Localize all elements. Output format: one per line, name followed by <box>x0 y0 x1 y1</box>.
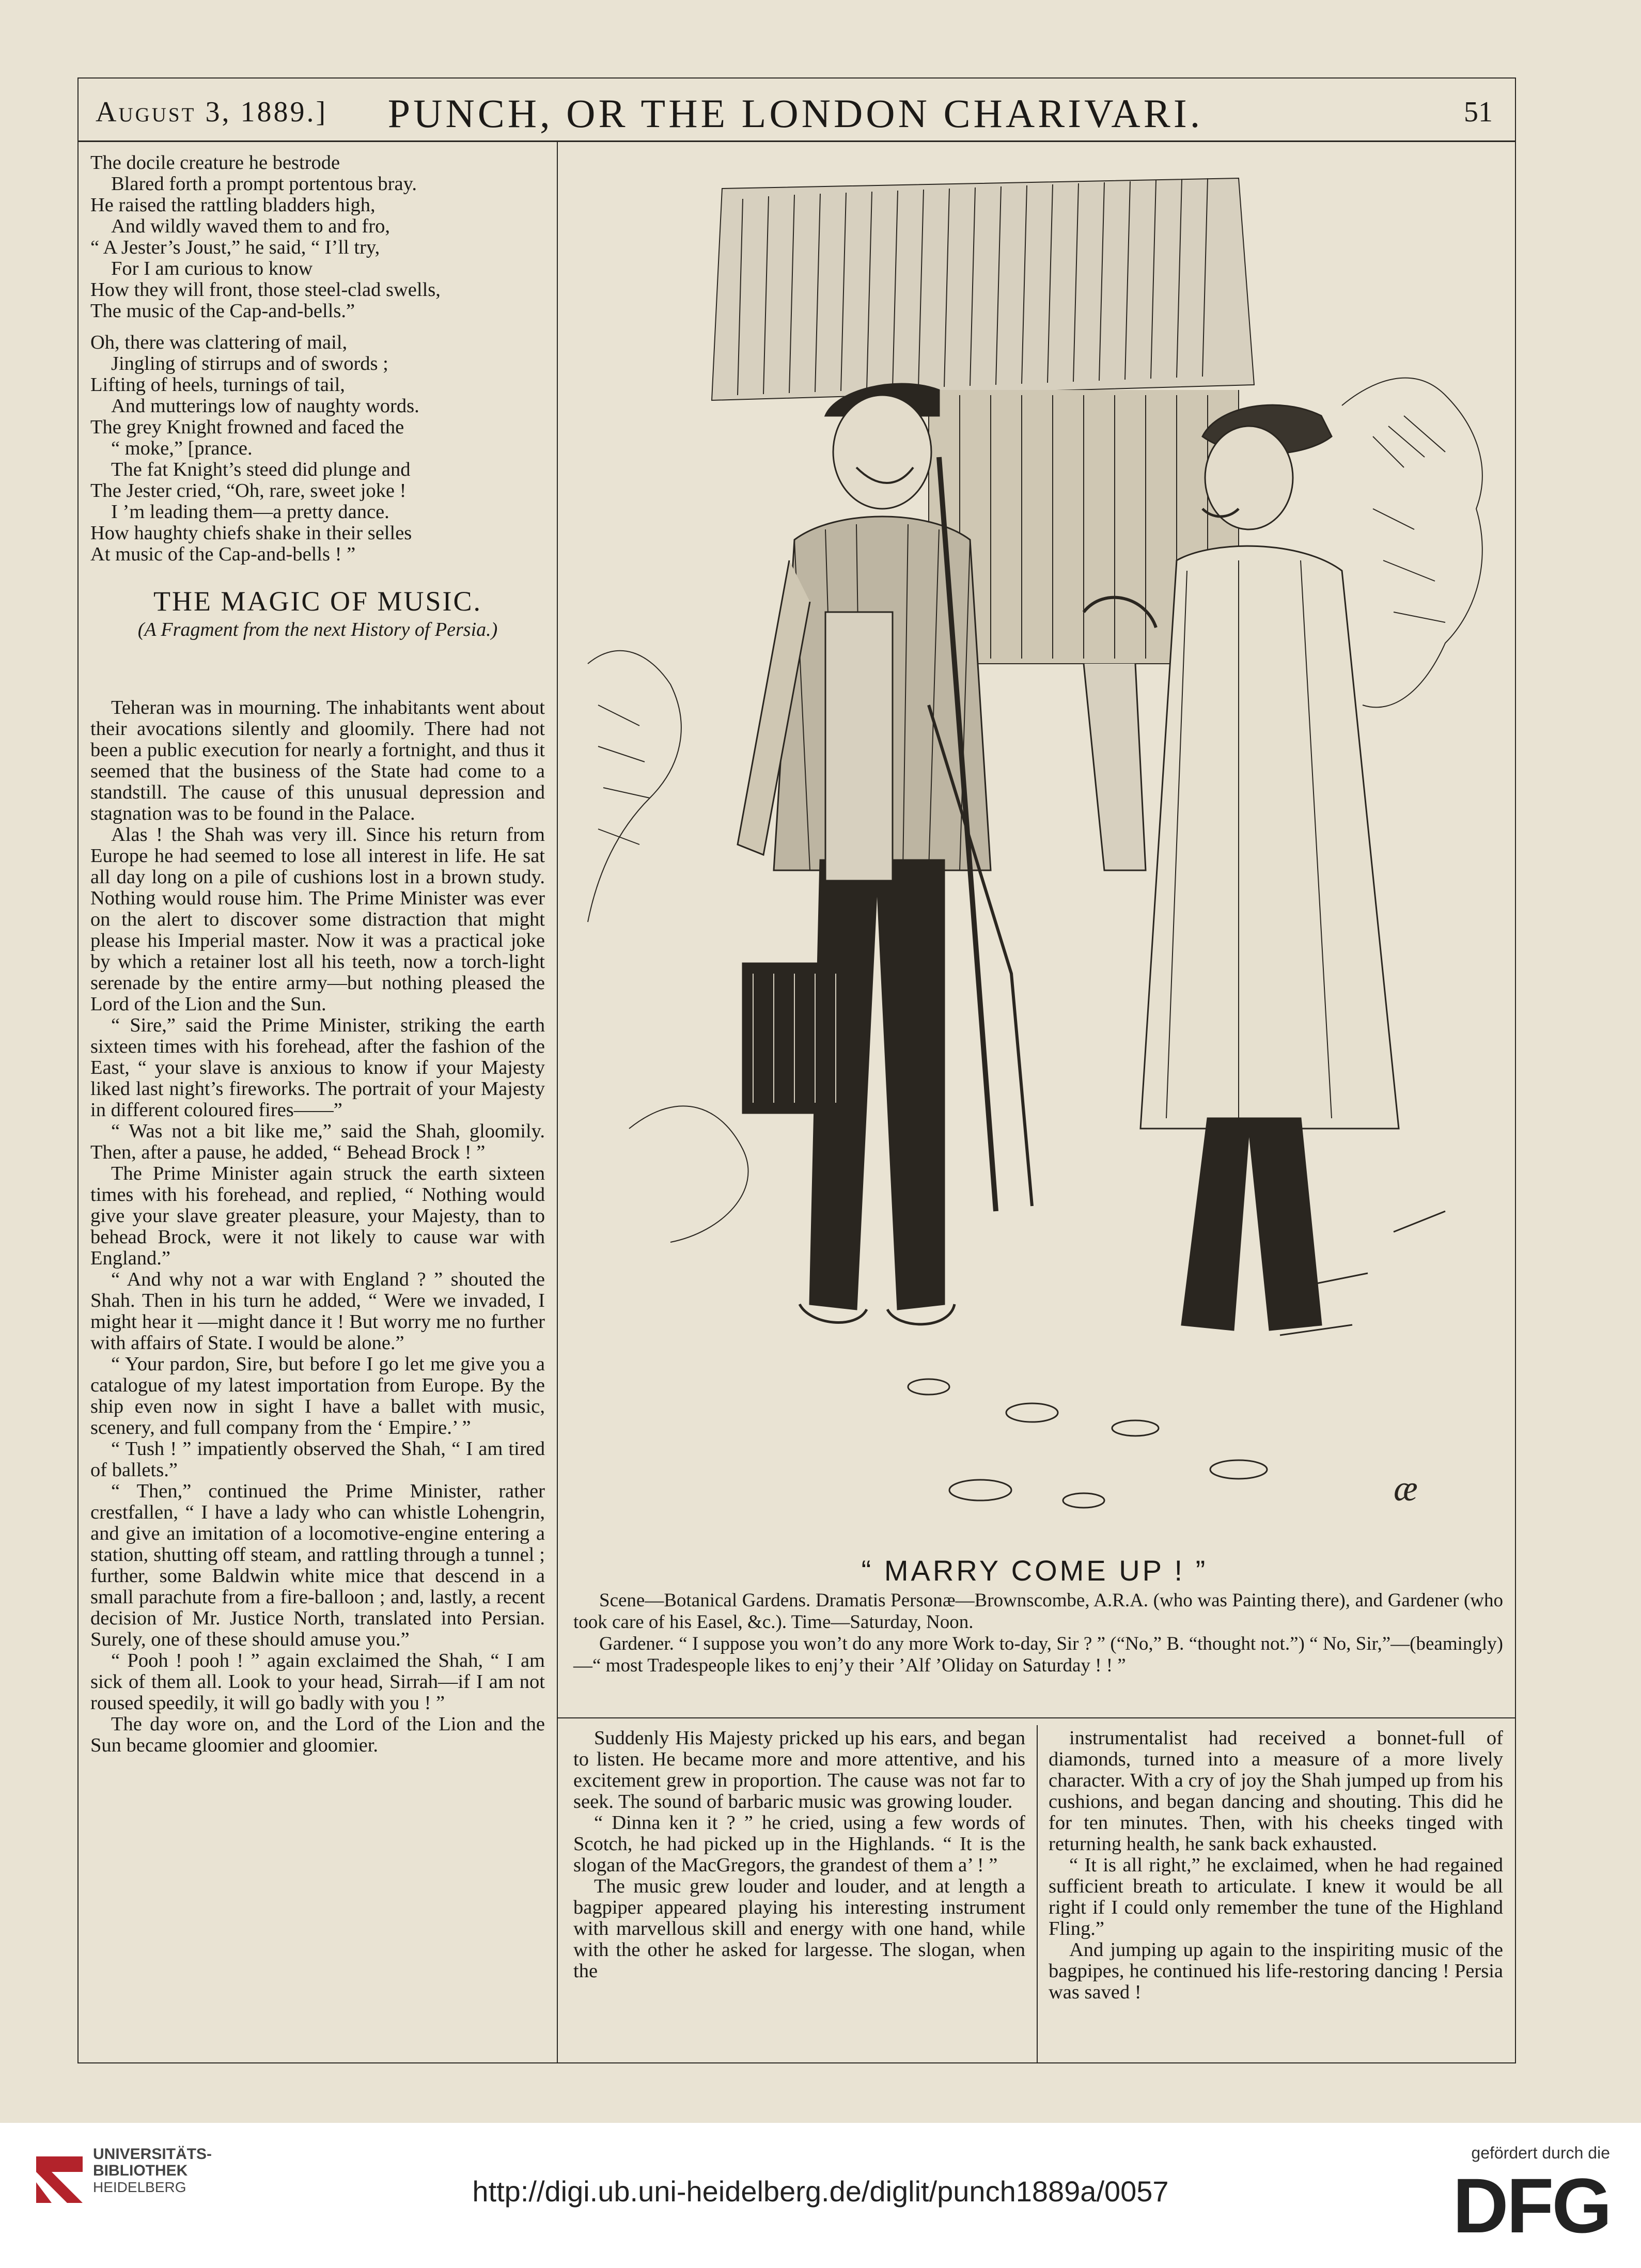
funding-text: gefördert durch die <box>1471 2144 1610 2162</box>
library-name-line: HEIDELBERG <box>93 2179 186 2195</box>
article-column-3 <box>1049 1728 1503 2003</box>
article-paragraph: The music grew louder and louder, and at length a bagpiper appeared playing his interesting instrument with marvellous skill and energy with one hand, while with the other he asked for largesse. The slogan, when the <box>573 1875 1025 1982</box>
poem-line: Oh, there was clattering of mail, <box>90 332 348 353</box>
article-paragraph: instrumentalist had received a bonnet-full of diamonds, turned into a measure of a more lively character. With a cry of joy the Shah jumped up from his cushions, and began dancing and shouting. This did he for ten minutes. Then, with his cheeks tinged with returning health, he sank back exhausted. <box>1049 1727 1503 1855</box>
poem-line: “ moke,” [prance. <box>111 437 253 459</box>
cartoon-caption <box>573 1590 1503 1677</box>
dfg-logo: DFG <box>1452 2162 1610 2249</box>
poem-line: Blared forth a prompt portentous bray. <box>111 173 417 195</box>
foliage-right <box>1342 378 1482 708</box>
library-name-line: BIBLIOTHEK <box>93 2162 188 2179</box>
article-paragraph: The day wore on, and the Lord of the Lion and the Sun became gloomier and gloomier. <box>90 1713 545 1756</box>
poem-line: The fat Knight’s steed did plunge and <box>111 459 411 480</box>
article-paragraph: “ Tush ! ” impatiently observed the Shah, “ I am tired of ballets.” <box>90 1438 545 1481</box>
poem-line: And wildly waved them to and fro, <box>111 215 390 237</box>
cartoon-title: “ MARRY COME UP ! ” <box>861 1554 1208 1587</box>
article-column-2 <box>573 1728 1025 1982</box>
poem-line: How haughty chiefs shake in their selles <box>90 522 412 544</box>
article-title: THE MAGIC OF MUSIC. <box>153 586 482 617</box>
article-subtitle: (A Fragment from the next History of Persia.) <box>137 619 498 640</box>
poem-line: How they will front, those steel-clad swells, <box>90 279 441 301</box>
article-paragraph: Teheran was in mourning. The inhabitants went about their avocations silently and gloomily. There had not been a public execution for nearly a fortnight, and thus it seemed that the business of the State had come to a standstill. The cause of this unusual depression and stagnation was to be found in the Palace. <box>90 697 545 824</box>
article-paragraph: Alas ! the Shah was very ill. Since his return from Europe he had seemed to lose all interest in life. He sat all day long on a pile of cushions lost in a brown study. Nothing would rouse him. The Prime Minister was ever on the alert to discover some distraction that might please his Imperial master. Now it was a practical joke by which a retainer lost all his teeth, now a torch-light serenade by the entire army—but nothing pleased the Lord of the Lion and the Sun. <box>90 824 545 1015</box>
artist-signature: æ <box>1394 1469 1418 1509</box>
article-paragraph: The Prime Minister again struck the earth sixteen times with his forehead, and replied, “ Nothing would give your slave greater pleasure, your Majesty, than to behead Brock, were it not likely to cause war with England.” <box>90 1163 545 1269</box>
poem-line: The docile creature he bestrode <box>90 152 340 174</box>
poem-stanza-1 <box>90 152 545 322</box>
column-rule-left <box>557 140 558 2063</box>
article-column-1 <box>90 697 545 1756</box>
poem-line: The music of the Cap-and-bells.” <box>90 300 355 322</box>
poem-line: He raised the rattling bladders high, <box>90 194 376 216</box>
cartoon-illustration <box>567 147 1502 1552</box>
cartoon-dialogue: Gardener. “ I suppose you won’t do any more Work to-day, Sir ? ” (“No,” B. “thought not.”) “ No, Sir,”—(beamingly)—“ most Tradespeople likes to enj’y their ’Alf ’Oliday on Saturday ! ! ” <box>573 1633 1503 1676</box>
article-paragraph: “ Pooh ! pooh ! ” again exclaimed the Shah, “ I am sick of them all. Look to your head, Sirrah—if I am not roused speedily, it will go badly with you ! ” <box>90 1650 545 1714</box>
article-paragraph: “ Then,” continued the Prime Minister, rather crestfallen, “ I have a lady who can whistle Lohengrin, and give an imitation of a locomotive-engine entering a station, shutting off steam, and rattling through a tunnel ; further, some Baldwin white mice that descend in a small parachute from a fire-balloon ; and, lastly, a recent decision of Mr. Justice North, translated into Persian. Surely, one of these should amuse you.” <box>90 1480 545 1650</box>
poem-line: The Jester cried, “Oh, rare, sweet joke ! <box>90 480 407 502</box>
header-page-number: 51 <box>1464 96 1493 128</box>
column-rule-right <box>1037 1725 1038 2063</box>
poem-line: And mutterings low of naughty words. <box>111 395 419 417</box>
poem-line: At music of the Cap-and-bells ! ” <box>90 543 356 565</box>
poem-line: For I am curious to know <box>111 258 313 279</box>
poem-stanza-2 <box>90 332 545 565</box>
poem-line: The grey Knight frowned and faced the <box>90 416 404 438</box>
article-paragraph: “ Sire,” said the Prime Minister, striking the earth sixteen times with his forehead, after the fashion of the East, “ your slave is anxious to know if your Majesty liked last night’s fireworks. The portrait of your Majesty in different coloured fires——” <box>90 1014 545 1121</box>
library-name-line: UNIVERSITÄTS- <box>93 2146 212 2163</box>
running-header <box>88 90 1503 139</box>
article-paragraph: And jumping up again to the inspiriting music of the bagpipes, he continued his life-restoring dancing ! Persia was saved ! <box>1049 1939 1503 2003</box>
header-date: August 3, 1889.] <box>96 96 328 128</box>
article-paragraph: “ Dinna ken it ? ” he cried, using a few words of Scotch, he had picked up in the Highlands. “ It is the slogan of the MacGregors, the grandest of them a’ ! ” <box>573 1812 1025 1876</box>
garden-path <box>908 1211 1445 1508</box>
caption-rule <box>558 1717 1516 1718</box>
article-paragraph: “ And why not a war with England ? ” shouted the Shah. Then in his turn he added, “ Were we invaded, I might hear it —might dance it ! But worry me no further with affairs of State. I would be alone.” <box>90 1269 545 1354</box>
poem-line: I ’m leading them—a pretty dance. <box>111 501 389 523</box>
source-url-link[interactable]: http://digi.ub.uni-heidelberg.de/diglit/punch1889a/0057 <box>472 2175 1169 2208</box>
cartoon-scene: Scene—Botanical Gardens. Dramatis Personæ—Brownscombe, A.R.A. (who was Painting there), and Gardener (who took care of his Easel, &c.). Time—Saturday, Noon. <box>573 1590 1503 1633</box>
foliage-left <box>588 651 748 1242</box>
article-paragraph: “ It is all right,” he exclaimed, when he had regained sufficient breath to articulate. I knew it would be all right if I could only remember the tune of the Highland Fling.” <box>1049 1854 1503 1939</box>
article-paragraph: “ Your pardon, Sire, but before I go let me give you a catalogue of my latest importation from Europe. By the ship even now in sight I have a ballet with music, scenery, and full company from the ‘ Empire.’ ” <box>90 1353 545 1438</box>
poem-line: Lifting of heels, turnings of tail, <box>90 374 345 396</box>
header-rule <box>77 140 1516 142</box>
poem-line: Jingling of stirrups and of swords ; <box>111 353 388 374</box>
article-paragraph: “ Was not a bit like me,” said the Shah, gloomily. Then, after a pause, he added, “ Behead Brock ! ” <box>90 1120 545 1163</box>
poem-line: “ A Jester’s Joust,” he said, “ I’ll try, <box>90 237 380 258</box>
article-paragraph: Suddenly His Majesty pricked up his ears, and began to listen. He became more and more attentive, and his excitement grew in proportion. The cause was not far to seek. The sound of barbaric music was growing louder. <box>573 1727 1025 1812</box>
poem <box>90 152 545 646</box>
header-title: PUNCH, OR THE LONDON CHARIVARI. <box>387 91 1204 136</box>
